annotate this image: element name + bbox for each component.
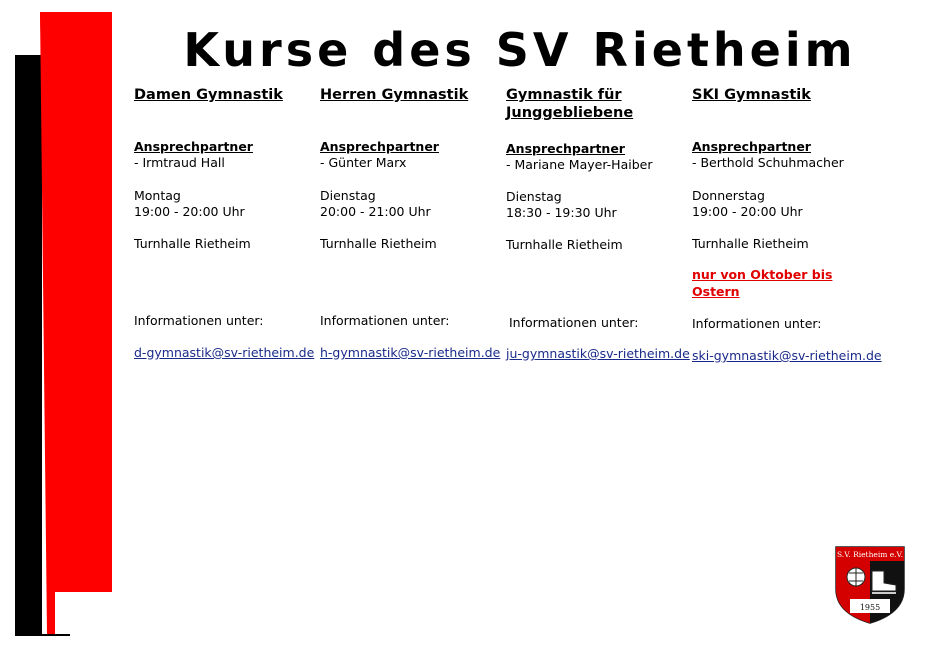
contact-label: Ansprechpartner (692, 139, 811, 154)
course-title: Damen Gymnastik (134, 87, 283, 103)
contact-name: - Berthold Schuhmacher (692, 155, 844, 170)
course-place: Turnhalle Rietheim (692, 236, 809, 251)
email-link[interactable]: h-gymnastik@sv-rietheim.de (320, 345, 501, 360)
course-time: 18:30 - 19:30 Uhr (506, 205, 617, 220)
contact-name: - Günter Marx (320, 155, 407, 170)
info-label: Informationen unter: (134, 313, 264, 328)
info-label: Informationen unter: (509, 315, 639, 330)
email-link[interactable]: ski-gymnastik@sv-rietheim.de (692, 348, 882, 363)
club-crest-icon (832, 543, 908, 625)
email-link[interactable]: d-gymnastik@sv-rietheim.de (134, 345, 315, 360)
course-column-damen (134, 86, 315, 376)
course-title: Gymnastik für Junggebliebene (506, 87, 634, 121)
crest-name: S.V. Rietheim e.V. (836, 550, 904, 559)
course-column-ski (692, 86, 882, 376)
contact-name: - Mariane Mayer-Haiber (506, 157, 653, 172)
course-time: 20:00 - 21:00 Uhr (320, 204, 431, 219)
decorative-bars (0, 0, 130, 661)
contact-label: Ansprechpartner (506, 141, 625, 156)
contact-name: - Irmtraud Hall (134, 155, 225, 170)
season-note: nur von Oktober bis Ostern (692, 267, 833, 299)
info-label: Informationen unter: (692, 316, 822, 331)
course-day: Dienstag (320, 188, 376, 203)
course-column-herren (320, 86, 501, 376)
red-bar-edge (40, 12, 55, 634)
contact-label: Ansprechpartner (134, 139, 253, 154)
course-time: 19:00 - 20:00 Uhr (134, 204, 245, 219)
course-place: Turnhalle Rietheim (134, 236, 251, 251)
course-day: Donnerstag (692, 188, 765, 203)
contact-label: Ansprechpartner (320, 139, 439, 154)
course-column-junggebliebene (506, 86, 690, 376)
course-day: Montag (134, 188, 181, 203)
page-title: Kurse des SV Rietheim (183, 23, 857, 77)
course-place: Turnhalle Rietheim (320, 236, 437, 251)
course-title: SKI Gymnastik (692, 87, 811, 103)
course-day: Dienstag (506, 189, 562, 204)
info-label: Informationen unter: (320, 313, 450, 328)
email-link[interactable]: ju-gymnastik@sv-rietheim.de (506, 346, 690, 361)
crest-year: 1955 (859, 603, 881, 612)
course-time: 19:00 - 20:00 Uhr (692, 204, 803, 219)
course-place: Turnhalle Rietheim (506, 237, 623, 252)
course-title: Herren Gymnastik (320, 87, 469, 103)
